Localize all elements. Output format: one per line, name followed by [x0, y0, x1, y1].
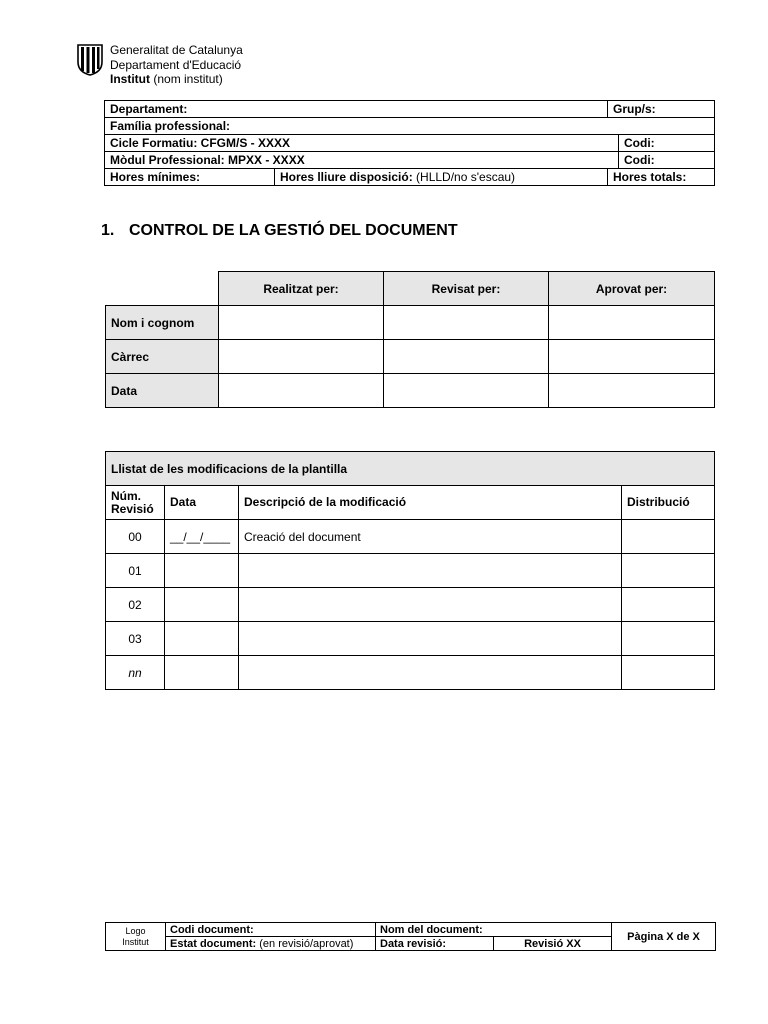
org-name: Generalitat de Catalunya — [110, 43, 243, 57]
revision-description[interactable] — [239, 622, 622, 656]
data-revisio: Data revisió: — [376, 937, 494, 951]
revision-date[interactable]: __/__/____ — [165, 520, 239, 554]
hores-lliure-field[interactable] — [275, 169, 608, 186]
col-header-distribucio: Distribució — [622, 486, 715, 520]
revision-description[interactable] — [239, 588, 622, 622]
revision-description[interactable] — [239, 554, 622, 588]
hores-totals-field[interactable]: Hores totals: — [608, 169, 715, 186]
page-footer — [105, 922, 716, 951]
revisio-number: Revisió XX — [494, 937, 612, 951]
table-row — [106, 588, 715, 622]
revision-distribution[interactable] — [622, 520, 715, 554]
hores-lliure-value: (HLLD/no s'escau) — [416, 170, 516, 184]
cell-nom-revisat[interactable] — [384, 306, 549, 340]
modifications-table — [105, 451, 715, 690]
table-row — [106, 622, 715, 656]
codi-modul-field[interactable]: Codi: — [619, 152, 715, 169]
revision-distribution[interactable] — [622, 622, 715, 656]
revision-distribution[interactable] — [622, 588, 715, 622]
page-number: Pàgina X de X — [612, 923, 716, 951]
col-header-data: Data — [165, 486, 239, 520]
revision-number: 01 — [106, 554, 165, 588]
section-number: 1. — [101, 222, 115, 239]
hores-minimes-field[interactable]: Hores mínimes: — [105, 169, 275, 186]
department-name: Departament d'Educació — [110, 57, 242, 72]
section-heading — [101, 222, 458, 240]
organization-header — [110, 43, 243, 87]
col-num-line2: Revisió — [111, 501, 154, 516]
revision-description[interactable]: Creació del document — [239, 520, 622, 554]
familia-field[interactable]: Família professional: — [105, 118, 715, 135]
cell-data-realitzat[interactable] — [219, 374, 384, 408]
hores-lliure-label: Hores lliure disposició: — [280, 170, 413, 184]
revision-number: 02 — [106, 588, 165, 622]
footer-logo-placeholder — [106, 923, 166, 951]
cell-nom-aprovat[interactable] — [549, 306, 715, 340]
cell-carrec-realitzat[interactable] — [219, 340, 384, 374]
cell-carrec-aprovat[interactable] — [549, 340, 715, 374]
row-label-carrec: Càrrec — [106, 340, 219, 374]
modifications-title: Llistat de les modificacions de la plantilla — [106, 452, 715, 486]
departament-field[interactable]: Departament: — [105, 101, 608, 118]
document-control-table — [105, 271, 715, 408]
header-aprovat: Aprovat per: — [549, 272, 715, 306]
modul-field[interactable]: Mòdul Professional: MPXX - XXXX — [105, 152, 619, 169]
institute-line — [110, 72, 243, 87]
logo-line1: Logo — [125, 925, 146, 936]
cell-data-revisat[interactable] — [384, 374, 549, 408]
estat-document — [166, 937, 376, 951]
institute-label: Institut — [110, 72, 150, 86]
col-num-line1: Núm. — [111, 488, 141, 503]
revision-date[interactable] — [165, 656, 239, 690]
table-row — [106, 520, 715, 554]
section-title: CONTROL DE LA GESTIÓ DEL DOCUMENT — [129, 222, 458, 239]
row-label-nom: Nom i cognom — [106, 306, 219, 340]
revision-number: 03 — [106, 622, 165, 656]
nom-document: Nom del document: — [376, 923, 612, 937]
generalitat-emblem-icon — [76, 44, 104, 76]
empty-corner-cell — [106, 272, 219, 306]
cicle-field[interactable]: Cicle Formatiu: CFGM/S - XXXX — [105, 135, 619, 152]
codi-cicle-field[interactable]: Codi: — [619, 135, 715, 152]
estat-label: Estat document: — [170, 937, 257, 950]
cell-carrec-revisat[interactable] — [384, 340, 549, 374]
revision-distribution[interactable] — [622, 554, 715, 588]
logo-line2: Institut — [122, 936, 149, 947]
revision-distribution[interactable] — [622, 656, 715, 690]
table-row — [106, 656, 715, 690]
cell-data-aprovat[interactable] — [549, 374, 715, 408]
header-revisat: Revisat per: — [384, 272, 549, 306]
table-row — [106, 554, 715, 588]
revision-number: 00 — [106, 520, 165, 554]
revision-description[interactable] — [239, 656, 622, 690]
revision-date[interactable] — [165, 622, 239, 656]
institute-value: (nom institut) — [153, 72, 223, 86]
revision-date[interactable] — [165, 588, 239, 622]
cell-nom-realitzat[interactable] — [219, 306, 384, 340]
revision-date[interactable] — [165, 554, 239, 588]
col-header-num-revisio — [106, 486, 165, 520]
revision-number: nn — [106, 656, 165, 690]
col-header-descripcio: Descripció de la modificació — [239, 486, 622, 520]
row-label-data: Data — [106, 374, 219, 408]
grups-field[interactable]: Grup/s: — [608, 101, 715, 118]
header-realitzat: Realitzat per: — [219, 272, 384, 306]
codi-document: Codi document: — [166, 923, 376, 937]
estat-value: (en revisió/aprovat) — [259, 937, 354, 950]
course-info-table — [104, 100, 715, 186]
